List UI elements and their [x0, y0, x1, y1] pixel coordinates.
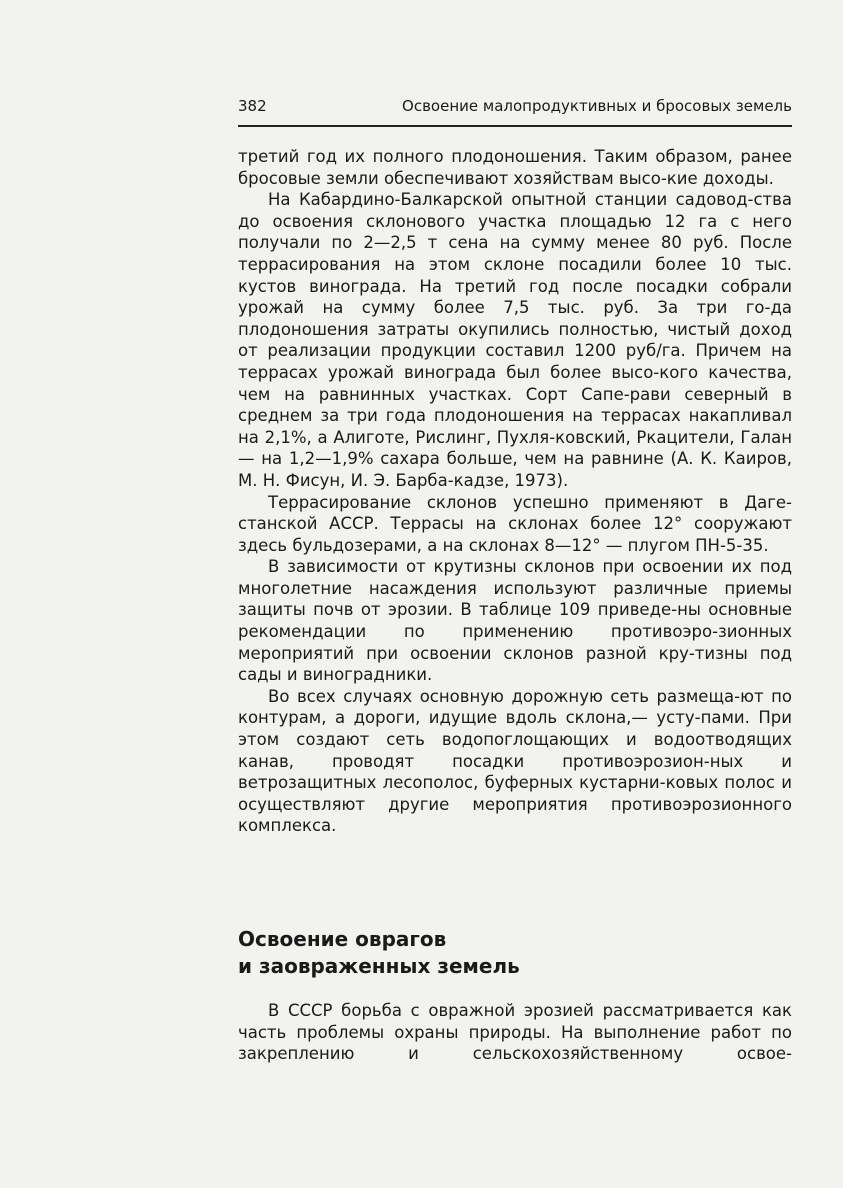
running-head	[238, 94, 792, 118]
header-rule	[238, 125, 792, 127]
paragraph-dagestan: Террасирование склонов успешно применяют в Даге-станской АССР. Террасы на склонах более 12° сооружают здесь бульдозерами, а на склонах 8—12° — плугом ПН-5-35.	[238, 492, 792, 555]
section-heading	[238, 926, 792, 980]
paragraph-ussr: В СССР борьба с овражной эрозией рассматривается как часть проблемы охраны природы. На выполнение работ по закреплению и сельскохозяйственному освое-	[238, 1001, 792, 1064]
tail-text	[238, 1000, 792, 1065]
paragraph-continuation: третий год их полного плодоношения. Таким образом, ранее бросовые земли обеспечивают хозяйствам высо-кие доходы.	[238, 147, 792, 188]
section-heading-line1: Освоение оврагов	[238, 927, 447, 951]
page-number: 382	[238, 97, 267, 115]
paragraph-roads: Во всех случаях основную дорожную сеть размеща-ют по контурам, а дороги, идущие вдоль склона,— усту-пами. При этом создают сеть водопоглощающих и водоотводящих канав, проводят посадки противоэрозион-ных и ветрозащитных лесополос, буферных кустарни-ковых полос и осуществляют другие мероприятия противоэрозионного комплекса.	[238, 686, 792, 836]
running-head-title: Освоение малопродуктивных и бросовых земель	[402, 97, 792, 115]
body-text	[238, 146, 792, 837]
section-heading-line2: и заовраженных земель	[238, 954, 520, 978]
paragraph-slopes: В зависимости от крутизны склонов при освоении их под многолетние насаждения используют различные приемы защиты почв от эрозии. В таблице 109 приведе-ны основные рекомендации по применению противоэро-зионных мероприятий при освоении склонов разной кру-тизны под сады и виноградники.	[238, 557, 792, 685]
paragraph-kabardino: На Кабардино-Балкарской опытной станции садовод-ства до освоения склонового участка площадью 12 га с него получали по 2—2,5 т сена на сумму менее 80 руб. После террасирования на этом склоне посадили более 10 тыс. кустов винограда. На третий год после посадки собрали урожай на сумму более 7,5 тыс. руб. За три го-да плодоношения затраты окупились полностью, чистый доход от реализации продукции составил 1200 руб/га. Причем на террасах урожай винограда был более высо-кого качества, чем на равнинных участках. Сорт Сапе-рави северный в среднем за три года плодоношения на террасах накапливал на 2,1%, а Алиготе, Рислинг, Пухля-ковский, Ркацители, Галан — на 1,2—1,9% сахара больше, чем на равнине (А. К. Каиров, М. Н. Фисун, И. Э. Барба-кадзе, 1973).	[238, 190, 792, 490]
